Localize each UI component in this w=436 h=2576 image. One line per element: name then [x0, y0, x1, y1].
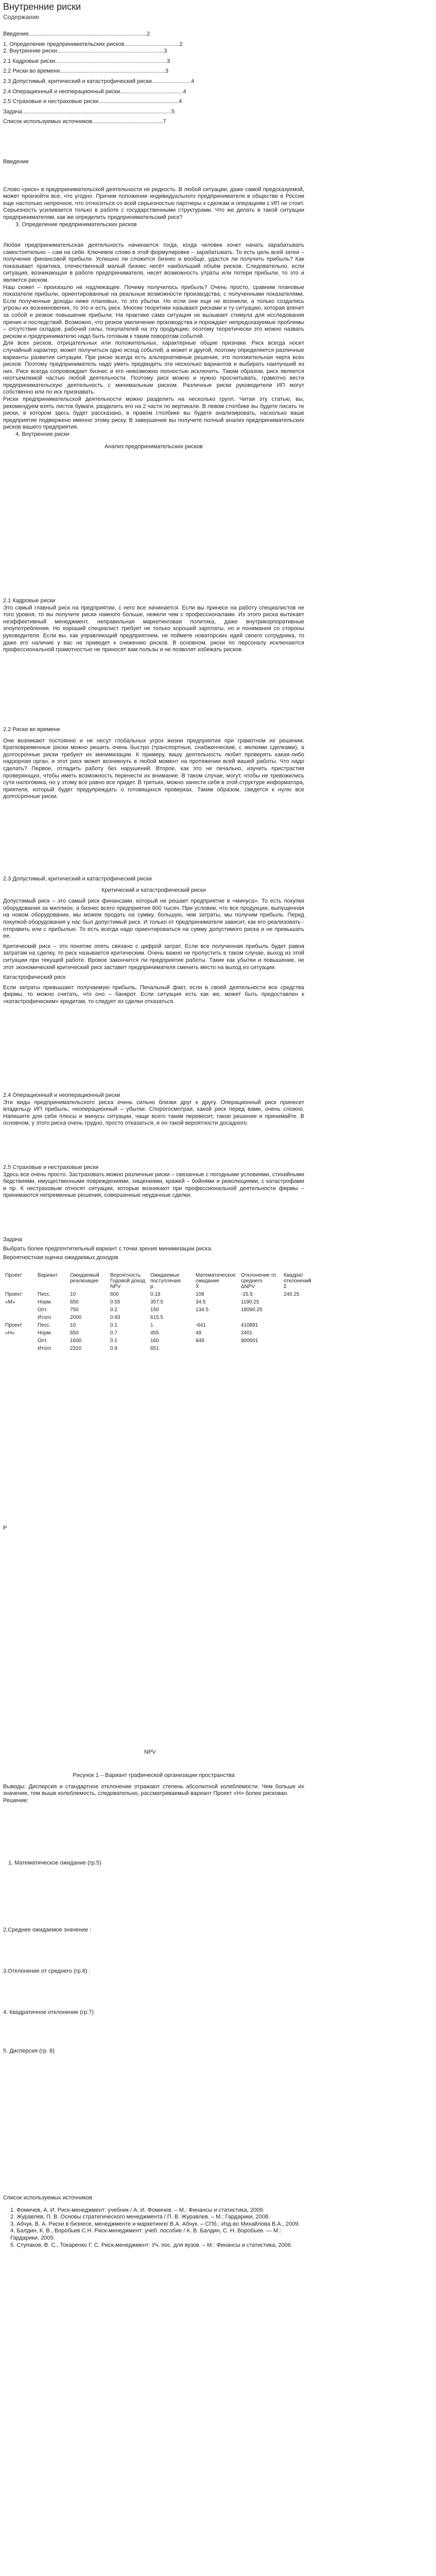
table-cell: 240.25	[284, 1292, 300, 1297]
column-header: Квадрат отклонений	[284, 1273, 311, 1284]
table-cell: «H»	[5, 1330, 15, 1336]
paragraph: Если затраты превышают получаемую прибыль. Печальный факт, если в своей деятельности все средства фирмы, то можно считать, что оно – банкрот. Если ситуация есть как же, может быть предоставлен к «катастрофическим» кредитам, то следует из сделки отказаться.	[3, 984, 304, 1005]
table-cell: 650	[70, 1299, 79, 1305]
table-cell: 108	[196, 1292, 204, 1297]
solution-heading: Решение:	[3, 1797, 29, 1804]
table-cell: Проект	[5, 1323, 22, 1328]
table-cell: 10	[70, 1323, 76, 1328]
paragraph: Они возникают постоянно и не несут глобальных угроз жизни предприятия при грамотном их решении. Кратковременные риски можно решить очень быстро (транспортные, снабженческие, с мелкими сделками), а долгосрочные риски требуют их минимизации. К примеру, вашу деятельность любит проверять какая-либо надзорная орган, и этот риск может возникнуть в любой момент на протяжении всей вашей работы. Что надо сделать? Первое, отладить работу без нарушений. Второе, как это не печально, изучить пристрастия проверяющих, чтобы иметь возможность перенести их внимание. В таком случае, могут, чтобы не тревожились сути налоговика, но у этому все равно все придет. В третьих, можно занести себя в этой структуре информатора, приятеля, который будет предупреждать о готовящихся проверках. Таким образом, сведется к нулю все долгосрочные риски.	[3, 737, 304, 800]
table-cell: Проект	[5, 1292, 22, 1297]
section-heading: Задача	[3, 1236, 22, 1243]
table-cell	[3, 1338, 36, 1346]
subheading: Критический и катастрофический риски	[101, 887, 206, 893]
toc-entry[interactable]: 2. Внутренние риски....................................................................3	[3, 48, 167, 55]
table-cell: 34.5	[196, 1299, 206, 1305]
table-cell: 18090.25	[241, 1307, 263, 1313]
solution-step: 2.Среднее ожидаемое значение :	[3, 1927, 92, 1933]
section-2-4	[3, 1092, 304, 1127]
source-item: 2. Журавлев, П. В. Основы стратегического менеджмента / П. В. Журавлев. – М.: Гардарики, 2008.	[10, 2214, 270, 2221]
table-cell	[3, 1307, 36, 1315]
table-cell: 160	[150, 1338, 159, 1344]
section-definitions	[3, 242, 304, 450]
section-2-3	[3, 876, 304, 1006]
table-cell: «M»	[5, 1299, 15, 1305]
solution-step-block	[3, 1927, 304, 1934]
table-cell: 150	[150, 1307, 159, 1313]
toc-entry[interactable]: Задача...............................................................................................5	[3, 108, 175, 115]
table-cell	[282, 1307, 324, 1315]
table-cell: ΔNPV	[241, 1284, 255, 1290]
table-cell: 651	[150, 1346, 159, 1351]
table-cell: Норм.	[38, 1299, 52, 1305]
paragraph: Эти виды предпринимательского риска очень сильно близки друг к другу. Операционный риск принесет владельцу ИП прибыль; неоперационный – убытки. Спорогосмотрая, какой риск перед вами, очень сложно. Напишите для себя плюсы и минусы ситуации, чаще всего таким перевесит, такое решение и принимайте. В основном, у этого риска очень трудно, просто отказаться, и он такой вероятности досадного.	[3, 1099, 304, 1127]
solution-steps	[3, 1860, 304, 1867]
source-item: 4. Балдин, К. В., Воробьев С.Н. Риск-менеджмент: учеб. пособие / К. В. Балдин, С. Н. Воробьев. — М.: Гардарики, 2005.	[10, 2228, 282, 2241]
table-cell: -641	[196, 1323, 206, 1328]
section-heading: 2.1 Кадровые риски	[3, 598, 56, 604]
table-cell: 2401	[241, 1330, 253, 1336]
table-title: Вероятностная оценка ожидаемых доходов	[3, 1255, 118, 1261]
subheading: Катастрофический риск	[3, 974, 66, 981]
paragraph: Допустимый риск – это самый риск финансами, который не решает предприятие в «минуса». То есть покупки оборудования за миллион, а бизнес всего предприятия 600 тысяч. При условии, что все продукции, выпущенная на новом оборудовании, мы можем продать на сумму, большую, чем затраты, мы получим прибыль. Перед покупкой оборудования у нас был допустимый риск. И только от предпринимателя зависит, как его реализовать - отправить или с прибылью. То есть всегда надо ориентироваться на сумму допустимого риска и не превышать ее.	[3, 898, 304, 940]
paragraph: Наш сюжет – произошло не надлежащее. Почему получилось прибыль? Очень просто, сравним плановые показатели прибыли, ориентированные на реальные возможности производства, с полученными показателями. Если полученные доходы ниже плановых, то это убытки. Но если они еще не возникли, а только создались угрозы их возникновения, то это и есть риск. Многие теоретики называют рисками и ту ситуацию, которая влечет за собой и резкое повышение прибыли. На практике сама ситуация не вызывает стимула для исследования причин и последствий. Возможно, что резкое увеличение производства и порождает непредсказуемые проблемы – отсутствие складов, рабочей силы, покупателей на эту продукцию, поэтому теоретически это можно назвать риском и предпринимателю надо быть готовым к таким поворотам событий.	[3, 284, 304, 340]
graph-y-label: P	[3, 1525, 7, 1531]
section-heading: 2.4 Операционный и неоперационный риски	[3, 1092, 120, 1098]
table-cell: Опт.	[38, 1307, 48, 1313]
table-cell	[282, 1323, 324, 1330]
paragraph: Это самый главный риск на предприятии, с него все начинается. Если вы принесе на работу специалистов не того уровня, то вы получите риски намного больше, нежели чем с профессионалами. Из этого риска вытекает неэффективный менеджмент, неправильная маркетинговая политика, даже внутрикорпоративные злоупотребления. Но хороший специалист требует не только хорошей зарплаты, но и понимания со стороны руководителя. Если вы, как управляющий предприятием, не поймете новаторских идей своего сотрудника, то даже его наличие у вас не приведет к снижению рисков. В основном, риски по персоналу исключаются профессиональной грамотностью не приносят вам пользы и не позволят избежать рисков.	[3, 604, 304, 653]
section-heading: 2.2 Риски во времени	[3, 726, 60, 733]
table-of-contents	[3, 31, 304, 126]
section-2-1	[3, 598, 304, 654]
table-cell: 750	[70, 1307, 79, 1313]
table-cell: p	[150, 1284, 153, 1290]
table-row	[3, 1338, 324, 1346]
table-cell: Песс.	[38, 1323, 51, 1328]
table-row	[3, 1307, 324, 1315]
paragraph: Любая предпринимательская деятельность начинается тогда, когда человек хочет начать зарабатывать самостоятельно – сам на себя. Ключевое слово в этой формулировке – зарабатывать. То есть цель всей затеи – получение финансовой прибыли. Успешно ли сложится бизнес и вообще, удастся ли получить прибыль? Как показывает практика, отечественный малый бизнес несёт наибольший объём рисков. Следовательно, если ситуация, возникающая в работе предпринимателя, несет возможность утраты или потери прибыли, то это и является риском.	[3, 242, 304, 283]
column-header: Вероятность Годовой доход	[110, 1273, 145, 1284]
column-header: Вариант	[38, 1273, 58, 1278]
table-cell	[194, 1346, 239, 1353]
solution-step: 3.Отклонение от среднего (гр.6) :	[3, 1968, 91, 1974]
table-cell: Песс.	[38, 1292, 51, 1297]
toc-entry[interactable]: 2.4 Операционный и неоперационный риски........................................4	[3, 88, 186, 95]
toc-entry[interactable]: Введение...........................................................................2	[3, 31, 150, 37]
figure-caption: Рисунок 1 – Вариант графической организации пространства	[73, 1772, 235, 1778]
table-cell: 1600	[70, 1338, 82, 1344]
paragraph: Слово «риск» в предпринимательской деятельности не редкость. В любой ситуации, даже самой предсказуемой, может произойти все, что угодно. Причем положение индивидуального предпринимателя в обществе в России еще настолько непрочное, что относиться со всей серьезностью партнеры к сделкам и операциям с ИП не стоит. Серьезность усиливается только в работе с государственными структурами. Что же делать в такой ситуации предпринимателям, как же определить предпринимательский риск?	[3, 186, 304, 221]
table-cell: 2000	[70, 1315, 82, 1320]
table-row	[3, 1346, 324, 1353]
table-cell	[282, 1338, 324, 1346]
table-cell: Итого	[38, 1346, 51, 1351]
table-row	[3, 1330, 324, 1338]
table-header-row	[3, 1273, 324, 1284]
table-cell: 134.5	[196, 1307, 209, 1313]
table-cell: 0.7	[110, 1330, 117, 1336]
table-cell: 949	[196, 1338, 204, 1344]
column-header: Ожидаемый реализация	[70, 1273, 99, 1284]
table-cell	[282, 1346, 324, 1353]
table-cell	[3, 1284, 36, 1292]
column-header: Проект	[5, 1273, 22, 1278]
solution-step: 5. Дисперсия (гр. 8)	[3, 2048, 55, 2054]
task-section	[3, 1236, 304, 1262]
table-cell: 1	[150, 1323, 153, 1328]
sources-section	[3, 2195, 304, 2249]
table-cell: 0.2	[110, 1307, 117, 1313]
column-header: Ожидаемые поступления	[150, 1273, 181, 1284]
table-cell	[239, 1346, 282, 1353]
solution-step: 4. Квадратичное отклонение (гр.7)	[3, 2009, 94, 2015]
table-cell	[68, 1284, 108, 1292]
table-cell	[282, 1315, 324, 1323]
paragraph: Для всех рисков, отрицательных или положительных, характерные общие признаки. Риск всегда носит случайный характер, может получиться одно исход событий, а может и другой, поэтому определяется различные варианты развития ситуации. При риске всегда есть альтернативные решения, это положительная черта всех рисков. Поэтому предприниматель надо уметь предвидеть эти несколько вариантов и выбирать наилучший из них. Риск всегда сопровождает бизнес и его невозможно полностью исключить. Таким образом, риск является неотъемлемой частью любой деятельности. Поэтому риск можно и нужно просчитывать, грамотно вести предпринимательскую деятельность с минимальным риском. Различные риски руководители ИП могут собственно или по иск признавать.	[3, 340, 304, 396]
source-item: 3. Абчук, В. А. Риски в бизнесе, менеджменте и маркетинге/ В.А. Абчук. – СПб.: Изд-во Михайлова В.А., 2009.	[10, 2221, 300, 2227]
table-cell	[282, 1299, 324, 1307]
solution-step-block	[3, 2048, 304, 2055]
table-cell: 0.1	[110, 1323, 117, 1328]
table-cell: 650	[70, 1330, 79, 1336]
solution-step: 1. Математическое ожидание (гр.5)	[8, 1860, 101, 1866]
table-cell: 357.5	[150, 1299, 164, 1305]
section-2-5	[3, 1164, 304, 1199]
table-cell: 2310	[70, 1346, 82, 1351]
table-cell: 0.1	[110, 1338, 117, 1344]
table-cell: 0.93	[110, 1315, 120, 1320]
table-cell: X̄	[196, 1284, 199, 1290]
page-subtitle: Содержание	[3, 13, 40, 21]
table-cell: 1190.25	[241, 1299, 259, 1305]
section-heading: 2.5 Страховые и нестраховые риски	[3, 1164, 99, 1171]
table-cell	[194, 1315, 239, 1323]
section-2-2	[3, 726, 304, 801]
table-cell: 600	[110, 1292, 119, 1297]
section-heading: 4. Внутренние риски	[15, 431, 69, 438]
toc-entry[interactable]: 2.1 Кадровые риски.......................................................................3	[3, 58, 170, 64]
section-heading: Анализ предпринимательских рисков	[104, 443, 203, 450]
toc-entry[interactable]: 2.2 Риски во времени...................................................................3	[3, 68, 169, 75]
toc-entry[interactable]: 2.5 Страховые и нестраховые риски...................................................4	[3, 98, 182, 105]
paragraph: Здесь все очень просто. Застраховать можно различные риски – связанные с погодными условиями, стихийными бедствиями, имущественными повреждениями, хищениями, кражей – бойнями и революциями, с катастрофами и пр. К нестраховым относят ситуации, которые возникают при профессиональной деятельности фирмы – принимаются непременные решения, совершенные неудачные сделки.	[3, 1171, 304, 1199]
column-header: Математическое ожидание	[196, 1273, 236, 1284]
table-cell	[36, 1284, 68, 1292]
figure-caption-block	[3, 1772, 304, 1804]
solution-step-block	[3, 1968, 304, 1975]
table-cell: Норм.	[38, 1330, 52, 1336]
solution-step-block	[3, 2009, 304, 2016]
table-cell: -15.5	[241, 1292, 253, 1297]
table-row	[3, 1299, 324, 1307]
task-intro: Выбрать более предпочтительный вариант с точки зрения минимизации риска.	[3, 1245, 213, 1252]
table-cell: 0.55	[110, 1299, 120, 1305]
section-heading: Список используемых источников	[3, 2195, 93, 2201]
table-row	[3, 1315, 324, 1323]
table-row	[3, 1323, 324, 1330]
table-cell: Опт.	[38, 1338, 48, 1344]
graph-x-label: NPV	[144, 1749, 156, 1755]
toc-entry[interactable]: 1. Определение предпринимательских рисков...................................2	[3, 41, 183, 47]
table-subheader-row	[3, 1284, 324, 1292]
intro-section	[3, 159, 304, 228]
table-cell	[239, 1315, 282, 1323]
source-item: 1. Фомичев, А. И. Риск-менеджмент: учебник / А. И. Фомичев. – М.: Финансы и статистика, 2009.	[10, 2207, 265, 2213]
table-cell: NPV	[110, 1284, 121, 1290]
table-cell: 900601	[241, 1338, 258, 1344]
toc-entry[interactable]: 2.3 Допустимый, критический и катастрофический риски.........................4	[3, 78, 195, 84]
section-heading: 2.3 Допустимый, критический и катастрофический риски	[3, 876, 152, 882]
table-cell: 410881	[241, 1323, 258, 1328]
table-cell	[3, 1346, 36, 1353]
section-heading: 3. Определение предпринимательских рисков	[15, 221, 137, 228]
table-cell: 10	[70, 1292, 76, 1297]
table-cell	[282, 1330, 324, 1338]
column-header: Отклонение от среднего	[241, 1273, 276, 1284]
table-cell: 0.9	[110, 1346, 117, 1351]
paragraph: Риски предпринимательской деятельности можно разделить на несколько групп. Читая эту статью, вы, рекомендуем взять листок бумаги, разделить его на 2 части по вертикали. В левом столбике вы будете писать те риски, в котором здесь будет рассказано, в правом столбике вы будете анализировать, насколько ваше предприятие подвержено именно этому риску. В завершение вы получите полный анализ предпринимательских рисков вашего предприятия.	[3, 396, 304, 431]
table-cell: 0.18	[150, 1292, 161, 1297]
source-item: 5. Ступаков, В. С., Токаренко Г. С. Риск-менеджмент: Уч. пос. для вузов. – М.: Финансы и статистика, 2006.	[10, 2242, 292, 2248]
paragraph: Критический риск – это понятие опять связано с цифрой затрат. Если все полученная прибыль будет равна затратам на сделку, то риск называется критическим. Очень важно не пропустить в таком случае, выход из этой ситуации при текущей работе. Вровое закончится ли предприятие работы. Такие как убытки и повышение, не этот экономический критический риск заставит предпринимателя сменить место на выход из ситуации.	[3, 943, 304, 971]
table-cell: 615.5	[150, 1315, 164, 1320]
table-cell: Σ	[284, 1284, 287, 1290]
table-cell: 455	[150, 1330, 159, 1336]
section-heading: Введение	[3, 159, 29, 165]
table-row	[3, 1292, 324, 1299]
page-title: Внутренние риски	[3, 2, 81, 12]
toc-entry[interactable]: Список используемых источников.............................................7	[3, 118, 166, 125]
table-cell: Итого	[38, 1315, 51, 1320]
table-cell: 49	[196, 1330, 202, 1336]
table-cell	[3, 1315, 36, 1323]
conclusion: Выводы: Дисперсия и стандартное отклонение отражают степень абсолютной колеблемости. Чем больше их значение, тем выше колеблемость, следовательно, рассматриваемый вариант Проект «Н» более рискован.	[3, 1783, 304, 1797]
risk-table	[3, 1273, 324, 1353]
